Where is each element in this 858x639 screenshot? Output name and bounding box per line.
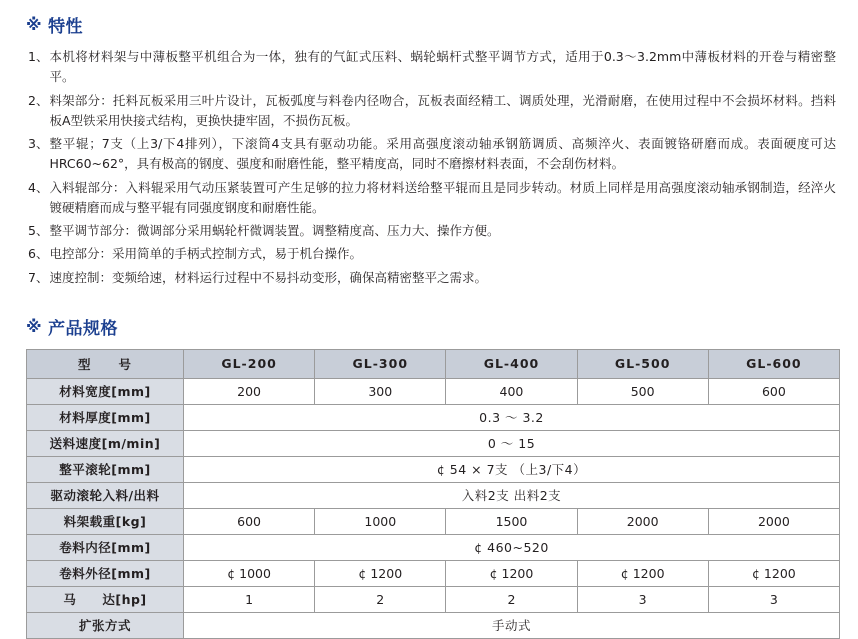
feature-text: 电控部分：采用简单的手柄式控制方式，易于机台操作。 (49, 246, 362, 262)
table-row (27, 508, 840, 534)
feature-text: 料架部分：托料瓦板采用三叶片设计，瓦板弧度与料卷内径吻合，瓦板表面经精工、调质处理，光滑耐磨，在使用过程中不会损坏材料。挡料板A型铁采用快接式结构，更换快捷牢固，不损伤瓦板。 (49, 92, 836, 128)
row-label: 料架载重[kg] (27, 508, 184, 534)
table-cell-merged: ¢ 460~520 (184, 534, 840, 560)
feature-text: 整平调节部分：微调部分采用蜗轮杆微调装置。调整精度高、压力大、操作方便。 (49, 223, 500, 238)
table-cell: 200 (184, 378, 315, 404)
table-cell: 3 (577, 586, 708, 612)
table-row (27, 534, 840, 560)
table-cell: 1 (184, 586, 315, 612)
table-row (27, 586, 840, 612)
table-row (27, 430, 840, 456)
table-cell-merged: 手动式 (184, 612, 840, 638)
table-row (27, 456, 840, 482)
feature-item (28, 91, 836, 132)
table-cell: ¢ 1000 (184, 560, 315, 586)
header-cell-gl200: GL-200 (184, 349, 315, 378)
table-row (27, 612, 840, 638)
feature-item (28, 268, 836, 288)
row-label: 材料厚度[mm] (27, 404, 184, 430)
row-label: 驱动滚轮入料/出料 (27, 482, 184, 508)
table-cell: 1500 (446, 508, 577, 534)
feature-text: 入料辊部分：入料辊采用气动压紧装置可产生足够的拉力将材料送给整平辊而且是同步转动。材质上同样是用高强度滚动轴承钢制造，经淬火镀硬精磨而成与整平辊有同强度钢度和耐磨性能。 (49, 179, 836, 215)
table-cell: ¢ 1200 (446, 560, 577, 586)
feature-number: 6、 (28, 246, 49, 262)
section-mark-icon: ※ (26, 316, 43, 336)
table-row (27, 404, 840, 430)
row-label: 整平滚轮[mm] (27, 456, 184, 482)
row-label: 送料速度[m/min] (27, 430, 184, 456)
row-label: 卷料内径[mm] (27, 534, 184, 560)
table-cell-merged: ¢ 54 × 7支 （上3/下4） (184, 456, 840, 482)
feature-item (28, 47, 836, 88)
feature-item (28, 134, 836, 175)
table-cell: 300 (315, 378, 446, 404)
header-cell-gl400: GL-400 (446, 349, 577, 378)
features-title-text: 特性 (48, 17, 84, 37)
header-cell-gl600: GL-600 (708, 349, 839, 378)
table-cell: ¢ 1200 (708, 560, 839, 586)
feature-item (28, 178, 836, 219)
feature-number: 2、 (28, 92, 49, 108)
table-cell: 2 (446, 586, 577, 612)
feature-number: 4、 (28, 179, 49, 195)
table-cell: 600 (708, 378, 839, 404)
table-cell: 3 (708, 586, 839, 612)
table-row (27, 560, 840, 586)
table-cell: 2000 (577, 508, 708, 534)
header-cell-gl500: GL-500 (577, 349, 708, 378)
table-cell: ¢ 1200 (577, 560, 708, 586)
table-cell: ¢ 1200 (315, 560, 446, 586)
table-header-row (27, 349, 840, 378)
table-cell-merged: 0.3 ～ 3.2 (184, 404, 840, 430)
feature-item (28, 221, 836, 241)
feature-text: 本机将材料架与中薄板整平机组合为一体，独有的气缸式压料、蜗轮蜗杆式整平调节方式，适用于0.3～3.2mm中薄板材料的开卷与精密整平。 (49, 49, 836, 85)
feature-text: 速度控制：变频给速，材料运行过程中不易抖动变形，确保高精密整平之需求。 (49, 269, 487, 285)
table-cell: 1000 (315, 508, 446, 534)
feature-number: 7、 (28, 269, 49, 285)
feature-text: 整平辊；7支（上3/下4排列），下滚筒4支具有驱动功能。采用高强度滚动轴承钢筋调质、高频淬火、表面镀铬研磨而成。表面硬度可达HRC60~62°，具有极高的钢度、强度和耐磨性能，整平精度高，同时不磨擦材料表面，不会刮伤材料。 (49, 136, 836, 172)
section-mark-icon: ※ (26, 15, 43, 34)
table-row (27, 482, 840, 508)
feature-number: 1、 (28, 49, 49, 64)
header-cell-gl300: GL-300 (315, 349, 446, 378)
row-label: 卷料外径[mm] (27, 560, 184, 586)
spec-title-text: 产品规格 (48, 318, 119, 339)
row-label: 扩张方式 (27, 612, 184, 638)
header-cell-model: 型 号 (27, 349, 184, 378)
feature-number: 5、 (28, 223, 49, 238)
spec-section-title (26, 314, 836, 339)
features-list (28, 47, 836, 288)
table-cell: 2 (315, 586, 446, 612)
feature-number: 3、 (28, 136, 49, 151)
spec-table (26, 349, 840, 639)
feature-item (28, 244, 836, 264)
row-label: 马 达[hp] (27, 586, 184, 612)
table-cell-merged: 0 ～ 15 (184, 430, 840, 456)
table-cell: 2000 (708, 508, 839, 534)
row-label: 材料宽度[mm] (27, 378, 184, 404)
table-cell: 400 (446, 378, 577, 404)
table-cell: 600 (184, 508, 315, 534)
table-row (27, 378, 840, 404)
table-cell-merged: 入料2支 出料2支 (184, 482, 840, 508)
table-cell: 500 (577, 378, 708, 404)
features-section-title (26, 12, 836, 37)
